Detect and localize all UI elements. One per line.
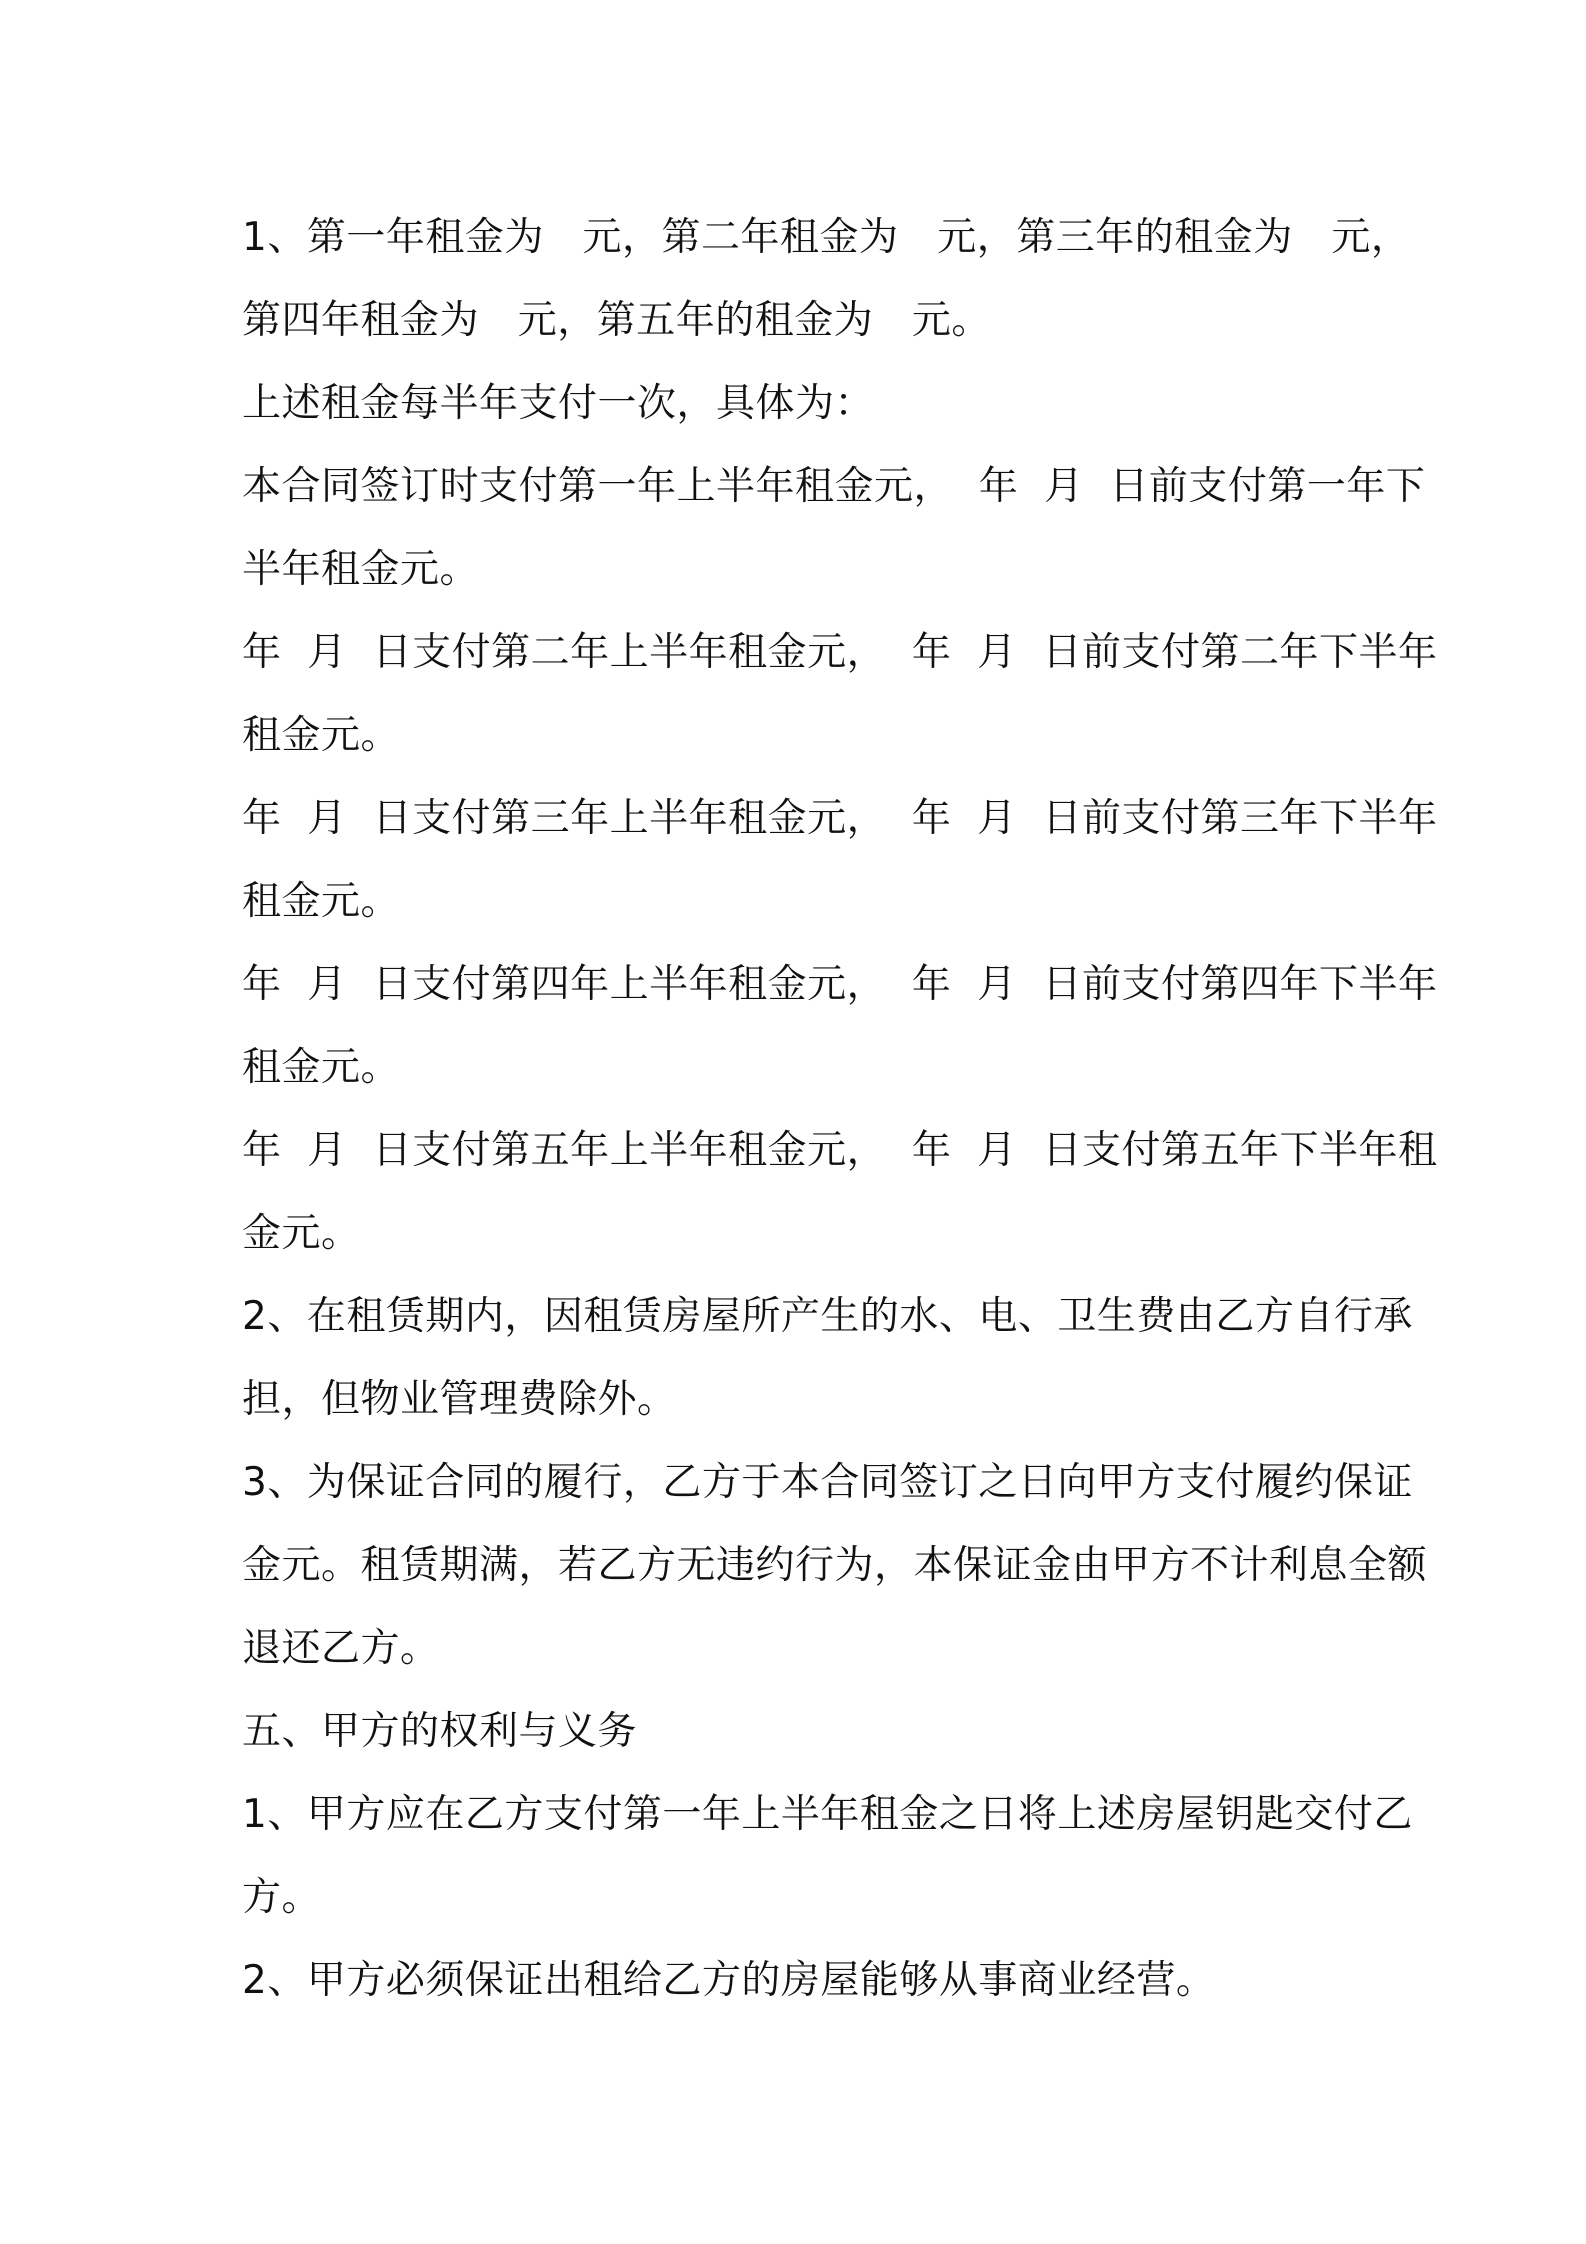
text-line-rent-year-4-5: 第四年租金为 元，第五年的租金为 元。 — [242, 298, 991, 343]
document-body — [242, 196, 1438, 2022]
text-line-clause-3-end: 退还乙方。 — [242, 1626, 440, 1671]
section-heading-party-a-rights: 五、甲方的权利与义务 — [242, 1709, 638, 1754]
text-line-year2-payment: 年 月 日支付第二年上半年租金元， 年 月 日前支付第二年下半年 — [242, 630, 1438, 675]
text-line-year3-payment-cont: 租金元。 — [242, 879, 401, 924]
text-line-party-a-clause-1-cont: 方。 — [242, 1875, 322, 1920]
text-line-year1-payment-cont: 半年租金元。 — [242, 547, 480, 592]
text-line-payment-schedule: 上述租金每半年支付一次，具体为： — [242, 381, 875, 426]
text-line-clause-3: 3、为保证合同的履行，乙方于本合同签订之日向甲方支付履约保证 — [242, 1460, 1413, 1505]
text-line-rent-year-1-3: 1、第一年租金为 元，第二年租金为 元，第三年的租金为 元， — [242, 215, 1411, 260]
text-line-party-a-clause-2: 2、甲方必须保证出租给乙方的房屋能够从事商业经营。 — [242, 1958, 1216, 2003]
text-line-year3-payment: 年 月 日支付第三年上半年租金元， 年 月 日前支付第三年下半年 — [242, 796, 1438, 841]
text-line-clause-2: 2、在租赁期内，因租赁房屋所产生的水、电、卫生费由乙方自行承 — [242, 1294, 1413, 1339]
text-line-party-a-clause-1: 1、甲方应在乙方支付第一年上半年租金之日将上述房屋钥匙交付乙 — [242, 1792, 1413, 1837]
text-line-year1-payment: 本合同签订时支付第一年上半年租金元， 年 月 日前支付第一年下 — [242, 464, 1426, 509]
text-line-clause-2-cont: 担，但物业管理费除外。 — [242, 1377, 677, 1422]
text-line-clause-3-cont: 金元。租赁期满，若乙方无违约行为，本保证金由甲方不计利息全额 — [242, 1543, 1428, 1588]
text-line-year4-payment-cont: 租金元。 — [242, 1045, 401, 1090]
text-line-year5-payment-cont: 金元。 — [242, 1211, 361, 1256]
text-line-year5-payment: 年 月 日支付第五年上半年租金元， 年 月 日支付第五年下半年租 — [242, 1128, 1438, 1173]
text-line-year2-payment-cont: 租金元。 — [242, 713, 401, 758]
text-line-year4-payment: 年 月 日支付第四年上半年租金元， 年 月 日前支付第四年下半年 — [242, 962, 1438, 1007]
